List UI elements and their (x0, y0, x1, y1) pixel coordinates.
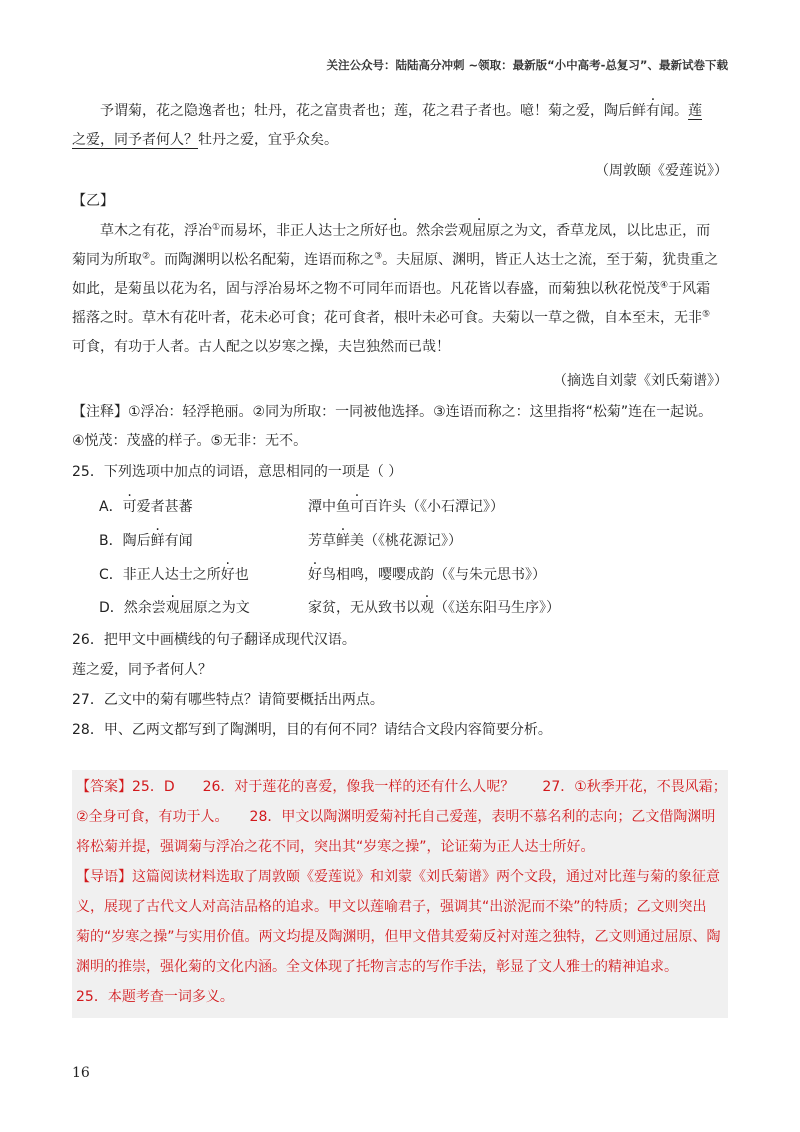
question-28: 28．甲、乙两文都写到了陶渊明，目的有何不同？请结合文段内容简要分析。 (72, 722, 552, 738)
guide-line: 菊的“岁寒之操”与实用价值。两文均提及陶渊明，但甲文借其爱菊反衬对莲之独特，乙文则通过屈原、陶 (76, 929, 721, 945)
jia-passage (72, 97, 728, 126)
option-text: 百许头（《小石潭记》） (364, 499, 504, 515)
dotted-char: 观 (165, 600, 180, 616)
page-number: 16 (72, 1065, 90, 1081)
answer-line: ②全身可食，有功于人。 28．甲文以陶渊明爱菊衬托自己爱莲，表明不慕名利的志向；乙文借陶渊明 (76, 809, 716, 825)
yi-line-2 (72, 246, 728, 275)
option-text: C．非正人达士之所 (99, 567, 221, 583)
dotted-char: 鲜 (150, 533, 165, 549)
option-b-right (308, 527, 462, 556)
yi-line-3 (72, 275, 728, 304)
guide-line: 义，展现了古代文人对高洁品格的追求。甲文以莲喻君子，强调其“出淤泥而不染”的特质；乙文则突出 (76, 899, 707, 915)
jia-text: 牡丹之爱，宜乎众矣。 (198, 132, 338, 148)
option-b-left (99, 527, 193, 556)
note-mark: ② (142, 251, 151, 262)
dotted-char: 观 (420, 600, 434, 616)
option-text: （《送东阳马生序》） (434, 600, 560, 616)
jia-source: （周敦颐《爱莲说》） (595, 163, 728, 179)
option-text: 爱者甚蕃 (136, 499, 193, 515)
underlined-sentence: 莲 (688, 103, 702, 119)
option-text: 也 (234, 567, 249, 583)
jia-passage-line2 (72, 126, 728, 155)
underlined-sentence: 之爱，同予者何人？ (72, 132, 198, 148)
yi-text: 摇落之时。草木有花叶者，花未必可食；花可食者，根叶未必可食。夫菊以一草之微，自本至末，无非 (72, 310, 702, 326)
yi-title: 【乙】 (72, 193, 114, 209)
option-text: 潭中鱼 (308, 499, 350, 515)
option-text: 美（《桃花源记》） (350, 533, 462, 549)
yi-source: （摘选自刘蒙《刘氏菊谱》） (553, 373, 728, 389)
yi-line-1 (72, 217, 728, 246)
yi-text: 草木之有花，浮冶 (100, 223, 212, 239)
answer-box (72, 770, 728, 1018)
option-text: 芳草 (308, 533, 336, 549)
jia-text: 有闻。 (646, 103, 688, 119)
dotted-char: 可 (122, 499, 137, 515)
yi-text: 也。然余尝 (388, 223, 459, 239)
option-c-right (308, 561, 546, 590)
question-25: 25．下列选项中加点的词语，意思相同的一项是（ ） (72, 464, 403, 480)
option-a-right (308, 493, 504, 522)
option-text: 屈原之为文 (179, 600, 250, 616)
dotted-char: 好 (308, 567, 322, 583)
answer-line: 将松菊并提，强调菊与浮冶之花不同，突出其“岁寒之操”，论证菊为正人达士所好。 (76, 839, 595, 855)
dotted-char: 可 (350, 499, 364, 515)
dotted-char: 好 (220, 567, 235, 583)
question-26-sentence: 莲之爱，同予者何人？ (72, 662, 212, 678)
option-text: 有闻 (164, 533, 193, 549)
dotted-char: 观 (458, 223, 473, 239)
guide-line: 渊明的推崇，强化菊的文化内涵。全文体现了托物言志的写作手法，彰显了文人雅士的精神追求。 (76, 959, 678, 975)
option-d-right (308, 594, 560, 623)
option-c-left (99, 561, 249, 590)
note-mark: ④ (660, 280, 669, 291)
analysis-line: 25．本题考查一词多义。 (76, 989, 234, 1005)
guide-line: 【导语】这篇阅读材料选取了周敦颐《爱莲说》和刘蒙《刘氏菊谱》两个文段，通过对比莲与菊的象征意 (76, 869, 720, 885)
yi-text: 。夫屈原、渊明，皆正人达士之流，至于菊，犹贵重之 (382, 252, 719, 268)
yi-text: 如此，是菊虽以花为名，固与浮冶易坏之物不可同年而语也。凡花皆以春盛，而菊独以秋花悦茂 (72, 281, 660, 297)
option-a-left (99, 493, 193, 522)
option-text: 鸟相鸣，嘤嘤成韵（《与朱元思书》） (322, 567, 546, 583)
yi-text: 。而陶渊明以松名配菊，连语而称之 (150, 252, 375, 268)
yi-text: 于风霜 (668, 281, 711, 297)
option-text: A． (99, 499, 123, 515)
dotted-char: 鲜 (632, 103, 646, 119)
page-header: 关注公众号：陆陆高分冲刺 ~领取：最新版“小中高考-总复习”、最新试卷下载 (326, 58, 728, 72)
answer-line: 【答案】25．D 26．对于莲花的喜爱，像我一样的还有什么人呢？ 27．①秋季开花，不畏风霜； (76, 779, 727, 795)
yi-line-4 (72, 304, 728, 333)
option-text: B．陶后 (99, 533, 151, 549)
dotted-char: 鲜 (336, 533, 350, 549)
option-text: D．然余尝 (99, 600, 166, 616)
yi-text: 菊同为所取 (72, 252, 142, 268)
note-mark: ① (212, 222, 221, 233)
question-27: 27．乙文中的菊有哪些特点？请简要概括出两点。 (72, 692, 384, 708)
yi-text: 而易坏，非正人达士之所 (220, 223, 375, 239)
note-mark: ⑤ (702, 309, 711, 320)
option-d-left (99, 594, 250, 623)
note-mark: ③ (374, 251, 383, 262)
notes-line-1: 【注释】①浮冶：轻浮艳丽。②同为所取：一同被他选择。③连语而称之：这里指将“松菊”连在一起说。 (72, 404, 713, 420)
jia-text: 予谓菊，花之隐逸者也；牡丹，花之富贵者也；莲，花之君子者也。噫！菊之爱，陶后 (100, 103, 632, 119)
yi-line-5: 可食，有功于人者。古人配之以岁寒之操，夫岂独然而已哉！ (72, 339, 450, 355)
option-text: 家贫，无从致书以 (308, 600, 420, 616)
dotted-char: 好 (374, 223, 389, 239)
yi-text: 屈原之为文，香草龙凤，以比忠正，而 (472, 223, 711, 239)
notes-line-2: ④悦茂：茂盛的样子。⑤无非：无不。 (72, 433, 308, 449)
question-26: 26．把甲文中画横线的句子翻译成现代汉语。 (72, 632, 356, 648)
